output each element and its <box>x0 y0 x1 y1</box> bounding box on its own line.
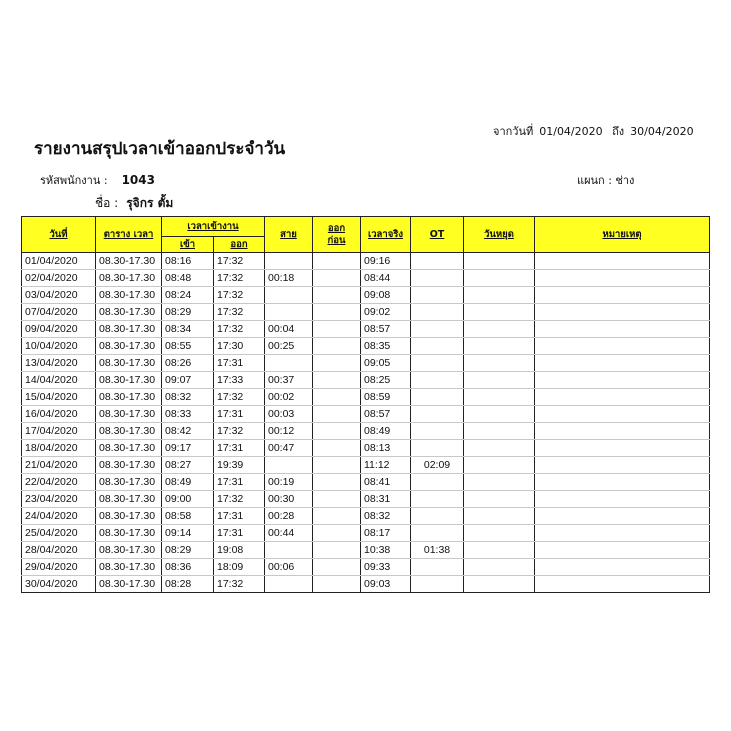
cell-holiday <box>464 508 535 525</box>
cell-date: 24/04/2020 <box>22 508 96 525</box>
department: แผนก : ช่าง <box>577 174 635 187</box>
cell-ot <box>411 576 464 593</box>
cell-date: 01/04/2020 <box>22 253 96 270</box>
cell-date: 18/04/2020 <box>22 440 96 457</box>
employee-code <box>40 171 155 189</box>
cell-date: 22/04/2020 <box>22 474 96 491</box>
date-range <box>493 122 700 140</box>
cell-late: 00:47 <box>265 440 313 457</box>
cell-actual: 09:16 <box>361 253 411 270</box>
table-row <box>22 559 710 576</box>
cell-time-out: 17:31 <box>214 406 265 423</box>
cell-late: 00:19 <box>265 474 313 491</box>
cell-early-out <box>313 457 361 474</box>
cell-time-in: 08:29 <box>162 304 214 321</box>
cell-holiday <box>464 304 535 321</box>
cell-actual: 08:44 <box>361 270 411 287</box>
cell-remark <box>535 338 710 355</box>
cell-time-in: 08:49 <box>162 474 214 491</box>
cell-late: 00:18 <box>265 270 313 287</box>
cell-late <box>265 253 313 270</box>
cell-late: 00:06 <box>265 559 313 576</box>
cell-late <box>265 304 313 321</box>
cell-holiday <box>464 423 535 440</box>
table-row <box>22 474 710 491</box>
cell-date: 29/04/2020 <box>22 559 96 576</box>
cell-late: 00:12 <box>265 423 313 440</box>
cell-schedule: 08.30-17.30 <box>96 491 162 508</box>
cell-late: 00:25 <box>265 338 313 355</box>
cell-date: 28/04/2020 <box>22 542 96 559</box>
cell-early-out <box>313 304 361 321</box>
cell-holiday <box>464 389 535 406</box>
cell-schedule: 08.30-17.30 <box>96 474 162 491</box>
cell-time-out: 17:31 <box>214 355 265 372</box>
cell-time-out: 19:39 <box>214 457 265 474</box>
cell-time-out: 17:31 <box>214 508 265 525</box>
cell-early-out <box>313 406 361 423</box>
cell-date: 16/04/2020 <box>22 406 96 423</box>
cell-holiday <box>464 321 535 338</box>
cell-time-out: 17:32 <box>214 304 265 321</box>
cell-time-out: 17:32 <box>214 270 265 287</box>
header-work-time: เวลาเข้างาน <box>162 217 265 237</box>
table-row <box>22 338 710 355</box>
cell-actual: 08:57 <box>361 406 411 423</box>
cell-actual: 08:32 <box>361 508 411 525</box>
cell-schedule: 08.30-17.30 <box>96 576 162 593</box>
cell-holiday <box>464 338 535 355</box>
header-early-line1: ออก <box>327 222 346 234</box>
cell-early-out <box>313 542 361 559</box>
cell-holiday <box>464 270 535 287</box>
cell-ot <box>411 270 464 287</box>
date-range-label: จากวันที่ <box>493 125 534 138</box>
cell-remark <box>535 491 710 508</box>
cell-date: 15/04/2020 <box>22 389 96 406</box>
cell-time-in: 08:16 <box>162 253 214 270</box>
table-row <box>22 372 710 389</box>
cell-time-in: 08:24 <box>162 287 214 304</box>
cell-remark <box>535 457 710 474</box>
cell-remark <box>535 372 710 389</box>
cell-actual: 08:59 <box>361 389 411 406</box>
cell-schedule: 08.30-17.30 <box>96 440 162 457</box>
cell-time-out: 17:31 <box>214 440 265 457</box>
cell-remark <box>535 355 710 372</box>
cell-late <box>265 457 313 474</box>
report-title: รายงานสรุปเวลาเข้าออกประจำวัน <box>34 139 286 159</box>
cell-ot <box>411 508 464 525</box>
cell-ot: 01:38 <box>411 542 464 559</box>
cell-date: 03/04/2020 <box>22 287 96 304</box>
cell-time-in: 08:26 <box>162 355 214 372</box>
cell-actual: 11:12 <box>361 457 411 474</box>
cell-actual: 09:33 <box>361 559 411 576</box>
cell-late: 00:28 <box>265 508 313 525</box>
cell-early-out <box>313 321 361 338</box>
cell-holiday <box>464 474 535 491</box>
cell-time-in: 08:55 <box>162 338 214 355</box>
cell-holiday <box>464 525 535 542</box>
cell-actual: 08:49 <box>361 423 411 440</box>
cell-holiday <box>464 491 535 508</box>
cell-time-in: 08:28 <box>162 576 214 593</box>
header-out: ออก <box>214 237 265 253</box>
cell-late: 00:04 <box>265 321 313 338</box>
employee-code-value: 1043 <box>121 173 155 187</box>
cell-holiday <box>464 287 535 304</box>
cell-late <box>265 355 313 372</box>
header-schedule: ตาราง เวลา <box>96 217 162 253</box>
cell-actual: 08:31 <box>361 491 411 508</box>
employee-name <box>95 194 173 213</box>
cell-ot <box>411 287 464 304</box>
cell-time-in: 08:58 <box>162 508 214 525</box>
cell-schedule: 08.30-17.30 <box>96 321 162 338</box>
cell-time-out: 17:32 <box>214 389 265 406</box>
table-row <box>22 304 710 321</box>
cell-schedule: 08.30-17.30 <box>96 338 162 355</box>
cell-early-out <box>313 474 361 491</box>
cell-remark <box>535 423 710 440</box>
cell-holiday <box>464 559 535 576</box>
cell-date: 02/04/2020 <box>22 270 96 287</box>
cell-ot <box>411 491 464 508</box>
cell-actual: 08:13 <box>361 440 411 457</box>
cell-time-out: 19:08 <box>214 542 265 559</box>
cell-late: 00:02 <box>265 389 313 406</box>
cell-date: 09/04/2020 <box>22 321 96 338</box>
cell-schedule: 08.30-17.30 <box>96 389 162 406</box>
cell-time-out: 17:30 <box>214 338 265 355</box>
cell-actual: 09:02 <box>361 304 411 321</box>
cell-early-out <box>313 270 361 287</box>
cell-actual: 08:57 <box>361 321 411 338</box>
header-date: วันที่ <box>22 217 96 253</box>
cell-ot <box>411 440 464 457</box>
cell-holiday <box>464 542 535 559</box>
cell-ot <box>411 372 464 389</box>
cell-holiday <box>464 253 535 270</box>
table-row <box>22 440 710 457</box>
cell-ot <box>411 474 464 491</box>
cell-early-out <box>313 372 361 389</box>
cell-date: 13/04/2020 <box>22 355 96 372</box>
cell-early-out <box>313 423 361 440</box>
cell-time-out: 17:32 <box>214 576 265 593</box>
cell-remark <box>535 389 710 406</box>
employee-name-label: ชื่อ : <box>95 196 119 210</box>
cell-actual: 08:17 <box>361 525 411 542</box>
cell-remark <box>535 270 710 287</box>
date-to-label: ถึง <box>612 125 625 138</box>
cell-time-out: 17:32 <box>214 491 265 508</box>
header-early-out <box>313 217 361 253</box>
date-from: 01/04/2020 <box>539 125 603 138</box>
cell-remark <box>535 406 710 423</box>
cell-date: 17/04/2020 <box>22 423 96 440</box>
cell-early-out <box>313 525 361 542</box>
table-row <box>22 525 710 542</box>
cell-holiday <box>464 440 535 457</box>
cell-schedule: 08.30-17.30 <box>96 270 162 287</box>
cell-ot <box>411 304 464 321</box>
cell-time-in: 08:36 <box>162 559 214 576</box>
cell-late: 00:44 <box>265 525 313 542</box>
cell-remark <box>535 542 710 559</box>
cell-late <box>265 542 313 559</box>
cell-date: 21/04/2020 <box>22 457 96 474</box>
cell-remark <box>535 440 710 457</box>
cell-remark <box>535 287 710 304</box>
cell-remark <box>535 576 710 593</box>
cell-early-out <box>313 491 361 508</box>
cell-date: 14/04/2020 <box>22 372 96 389</box>
cell-early-out <box>313 355 361 372</box>
cell-ot: 02:09 <box>411 457 464 474</box>
cell-early-out <box>313 508 361 525</box>
table-row <box>22 270 710 287</box>
date-to: 30/04/2020 <box>630 125 694 138</box>
cell-time-in: 09:14 <box>162 525 214 542</box>
table-row <box>22 508 710 525</box>
cell-ot <box>411 423 464 440</box>
cell-time-in: 08:32 <box>162 389 214 406</box>
cell-actual: 08:25 <box>361 372 411 389</box>
cell-schedule: 08.30-17.30 <box>96 406 162 423</box>
cell-early-out <box>313 559 361 576</box>
cell-time-out: 17:31 <box>214 525 265 542</box>
table-row <box>22 406 710 423</box>
cell-ot <box>411 559 464 576</box>
cell-remark <box>535 474 710 491</box>
cell-remark <box>535 508 710 525</box>
table-row <box>22 542 710 559</box>
cell-late: 00:30 <box>265 491 313 508</box>
employee-name-value: รุจิกร ตั้ม <box>126 196 174 210</box>
cell-actual: 09:05 <box>361 355 411 372</box>
table-row <box>22 457 710 474</box>
cell-actual: 10:38 <box>361 542 411 559</box>
cell-early-out <box>313 253 361 270</box>
cell-ot <box>411 338 464 355</box>
header-early-line2: ก่อน <box>327 234 346 246</box>
cell-time-in: 09:17 <box>162 440 214 457</box>
cell-schedule: 08.30-17.30 <box>96 508 162 525</box>
header-remark: หมายเหตุ <box>535 217 710 253</box>
cell-date: 30/04/2020 <box>22 576 96 593</box>
cell-schedule: 08.30-17.30 <box>96 559 162 576</box>
table-row <box>22 576 710 593</box>
cell-time-in: 08:34 <box>162 321 214 338</box>
header-holiday: วันหยุด <box>464 217 535 253</box>
cell-time-in: 09:00 <box>162 491 214 508</box>
table-row <box>22 321 710 338</box>
cell-actual: 08:41 <box>361 474 411 491</box>
cell-holiday <box>464 355 535 372</box>
cell-remark <box>535 525 710 542</box>
cell-schedule: 08.30-17.30 <box>96 355 162 372</box>
header-in: เข้า <box>162 237 214 253</box>
cell-ot <box>411 253 464 270</box>
cell-holiday <box>464 457 535 474</box>
cell-remark <box>535 304 710 321</box>
cell-remark <box>535 559 710 576</box>
cell-schedule: 08.30-17.30 <box>96 457 162 474</box>
table-row <box>22 287 710 304</box>
cell-date: 25/04/2020 <box>22 525 96 542</box>
cell-ot <box>411 321 464 338</box>
cell-schedule: 08.30-17.30 <box>96 372 162 389</box>
cell-late: 00:03 <box>265 406 313 423</box>
cell-time-out: 17:32 <box>214 287 265 304</box>
cell-time-out: 17:33 <box>214 372 265 389</box>
cell-schedule: 08.30-17.30 <box>96 253 162 270</box>
cell-time-out: 17:31 <box>214 474 265 491</box>
cell-late <box>265 576 313 593</box>
cell-ot <box>411 525 464 542</box>
cell-early-out <box>313 338 361 355</box>
cell-time-out: 17:32 <box>214 253 265 270</box>
cell-time-in: 08:48 <box>162 270 214 287</box>
cell-time-out: 17:32 <box>214 321 265 338</box>
cell-time-out: 18:09 <box>214 559 265 576</box>
cell-holiday <box>464 576 535 593</box>
cell-holiday <box>464 372 535 389</box>
cell-late: 00:37 <box>265 372 313 389</box>
cell-actual: 09:03 <box>361 576 411 593</box>
table-row <box>22 491 710 508</box>
table-row <box>22 253 710 270</box>
cell-time-in: 08:29 <box>162 542 214 559</box>
attendance-table <box>21 216 710 593</box>
cell-schedule: 08.30-17.30 <box>96 542 162 559</box>
cell-early-out <box>313 440 361 457</box>
cell-schedule: 08.30-17.30 <box>96 423 162 440</box>
cell-remark <box>535 253 710 270</box>
cell-early-out <box>313 576 361 593</box>
table-row <box>22 355 710 372</box>
cell-time-in: 08:33 <box>162 406 214 423</box>
cell-time-in: 09:07 <box>162 372 214 389</box>
table-row <box>22 423 710 440</box>
cell-early-out <box>313 287 361 304</box>
cell-ot <box>411 406 464 423</box>
cell-early-out <box>313 389 361 406</box>
employee-code-label: รหัสพนักงาน : <box>40 174 108 187</box>
header-late: สาย <box>265 217 313 253</box>
header-actual: เวลาจริง <box>361 217 411 253</box>
cell-date: 23/04/2020 <box>22 491 96 508</box>
cell-actual: 08:35 <box>361 338 411 355</box>
cell-schedule: 08.30-17.30 <box>96 525 162 542</box>
cell-date: 07/04/2020 <box>22 304 96 321</box>
cell-remark <box>535 321 710 338</box>
header-ot: OT <box>411 217 464 253</box>
cell-time-out: 17:32 <box>214 423 265 440</box>
cell-schedule: 08.30-17.30 <box>96 287 162 304</box>
cell-time-in: 08:42 <box>162 423 214 440</box>
cell-actual: 09:08 <box>361 287 411 304</box>
cell-time-in: 08:27 <box>162 457 214 474</box>
cell-late <box>265 287 313 304</box>
cell-schedule: 08.30-17.30 <box>96 304 162 321</box>
cell-holiday <box>464 406 535 423</box>
cell-ot <box>411 355 464 372</box>
cell-date: 10/04/2020 <box>22 338 96 355</box>
cell-ot <box>411 389 464 406</box>
table-row <box>22 389 710 406</box>
